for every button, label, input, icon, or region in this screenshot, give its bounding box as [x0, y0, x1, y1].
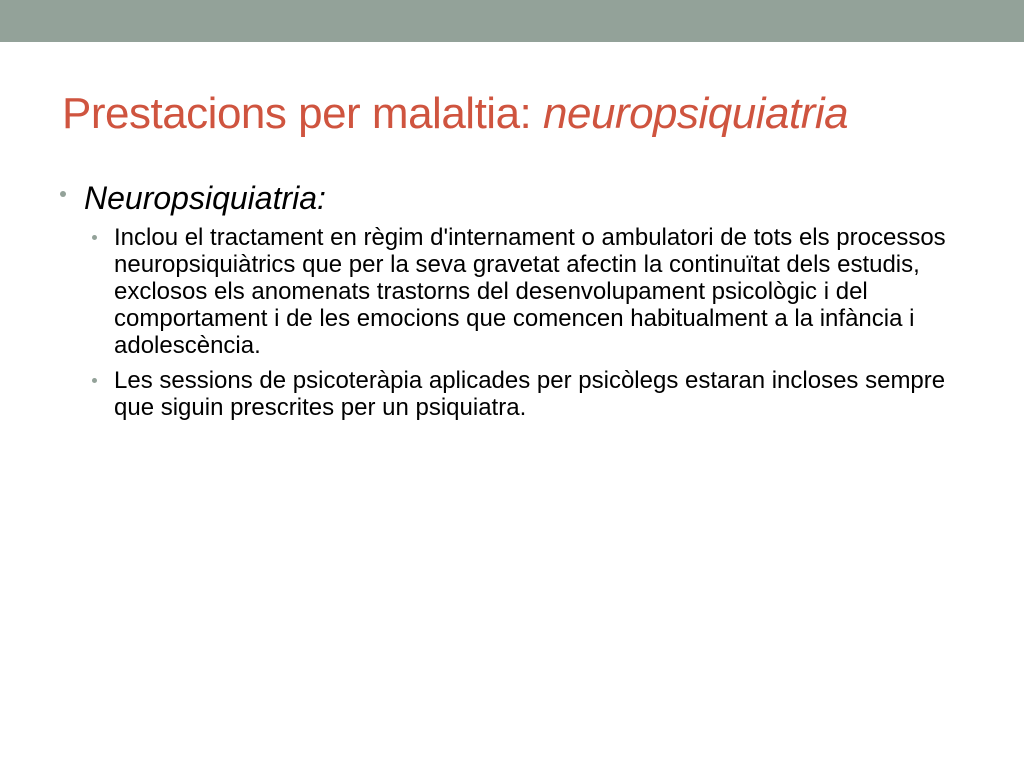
sub-bullet-list [60, 224, 980, 421]
slide-title-italic: neuropsiquiatria [543, 89, 849, 138]
slide-title [62, 88, 1002, 141]
bullet-item [60, 178, 980, 218]
sub-bullet-text: Inclou el tractament en règim d'internament o ambulatori de tots els processos neuropsiquiàtrics que per la seva gravetat afectin la continuïtat dels estudis, exclosos els anomenats trastorns del desenvolupament psicològic i del comportament i de les emocions que comencen habitualment a la infància i adolescència. [114, 224, 946, 359]
bullet-dot-icon [92, 235, 97, 240]
sub-bullet-text: Les sessions de psicoteràpia aplicades per psicòlegs estaran incloses sempre que siguin prescrites per un psiquiatra. [114, 367, 946, 421]
bullet-dot-icon [92, 378, 97, 383]
bullet-text: Neuropsiquiatria: [84, 180, 326, 216]
sub-bullet-item [60, 367, 980, 421]
sub-bullet-item [60, 224, 980, 359]
top-accent-bar [0, 0, 1024, 42]
bullet-dot-icon [60, 191, 66, 197]
slide-body [60, 178, 980, 429]
slide-title-main: Prestacions per malaltia: [62, 89, 543, 138]
